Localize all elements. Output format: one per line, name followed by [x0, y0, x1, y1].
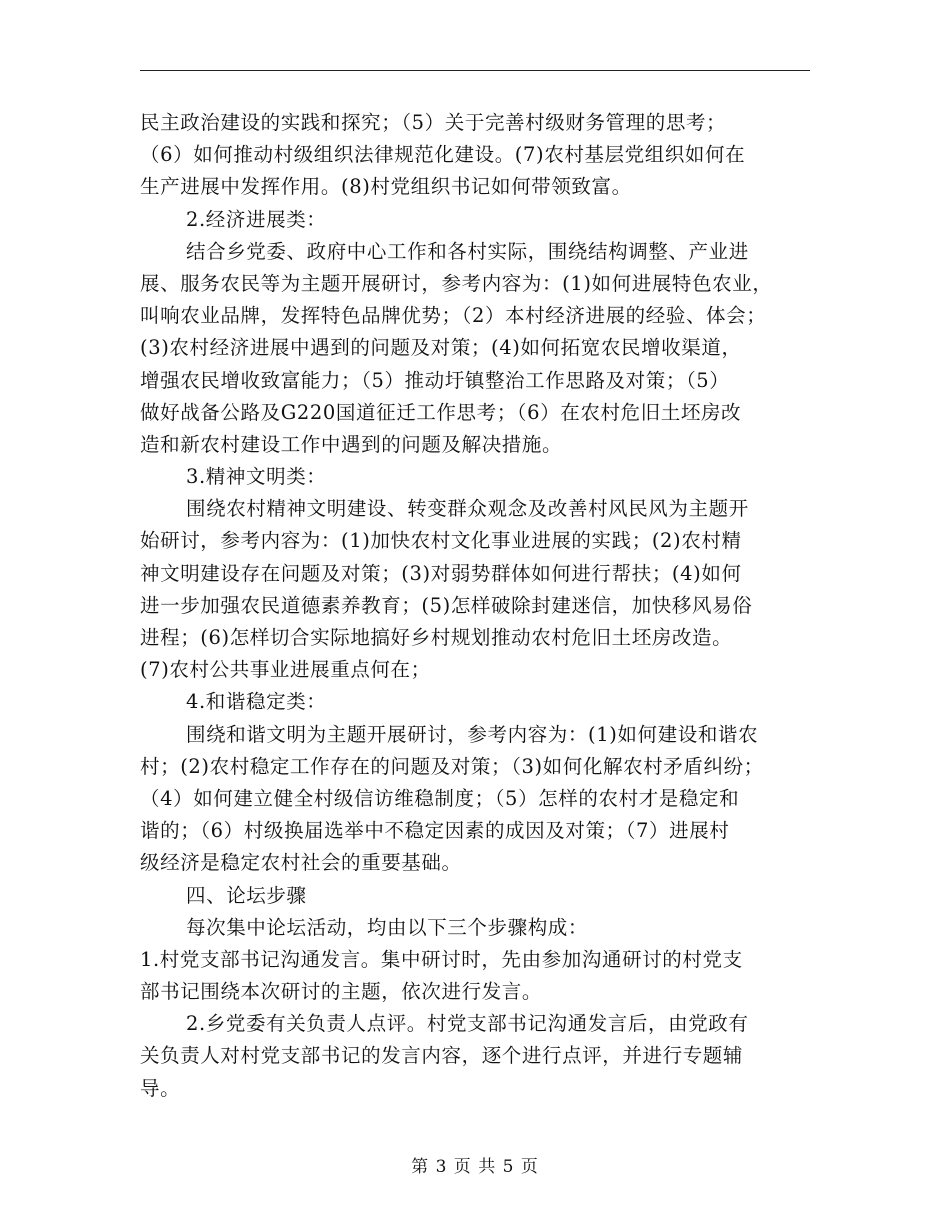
- page-footer: 第 3 页 共 5 页: [411, 1157, 539, 1177]
- text-line: 部书记围绕本次研讨的主题，依次进行发言。: [140, 980, 543, 1004]
- text-line: 每次集中论坛活动，均由以下三个步骤构成：: [186, 915, 589, 939]
- text-line: 始研讨，参考内容为：(1)加快农村文化事业进展的实践；(2)农村精: [140, 529, 742, 553]
- text-line: 展、服务农民等为主题开展研讨，参考内容为：(1)如何进展特色农业，: [140, 271, 773, 295]
- text-line: 进程；(6)怎样切合实际地搞好乡村规划推动农村危旧土坯房改造。: [140, 626, 733, 649]
- text-line: 村；(2)农村稳定工作存在的问题及对策；（3)如何化解农村矛盾纠纷；: [140, 754, 764, 778]
- text-line: 进一步加强农民道德素养教育；(5)怎样破除封建迷信，加快移风易俗: [140, 593, 753, 617]
- header-rule: [140, 70, 810, 71]
- text-line: 围绕和谐文明为主题开展研讨，参考内容为：(1)如何建设和谐农: [186, 722, 759, 746]
- text-line: 造和新农村建设工作中遇到的问题及解决措施。: [140, 432, 563, 456]
- text-line: 谐的；（6）村级换届选举中不稳定因素的成因及对策；（7）进展村: [140, 819, 730, 843]
- text-line: (7)农村公共事业进展重点何在；: [140, 658, 431, 682]
- text-line: 叫响农业品牌，发挥特色品牌优势；（2）本村经济进展的经验、体会；: [140, 304, 767, 328]
- text-line: 4.和谐稳定类：: [186, 690, 327, 714]
- text-line: 围绕农村精神文明建设、转变群众观念及改善村风民风为主题开: [186, 497, 749, 521]
- text-line: 2.乡党委有关负责人点评。村党支部书记沟通发言后，由党政有: [186, 1012, 749, 1036]
- text-line: 神文明建设存在问题及对策；(3)对弱势群体如何进行帮扶；(4)如何: [140, 561, 742, 585]
- document-body: [140, 107, 812, 1105]
- text-line: 增强农民增收致富能力；（5）推动圩镇整治工作思路及对策；（5）: [140, 368, 730, 392]
- text-line: 做好战备公路及G220国道征迁工作思考；（6）在农村危旧土坯房改: [140, 400, 742, 424]
- text-line: 2.经济进展类：: [186, 207, 327, 231]
- text-line: 级经济是稳定农村社会的重要基础。: [140, 851, 462, 875]
- text-line: （6）如何推动村级组织法律规范化建设。(7)农村基层党组织如何在: [140, 143, 746, 167]
- text-line: 关负责人对村党支部书记的发言内容，逐个进行点评，并进行专题辅: [140, 1044, 744, 1068]
- text-line: 1.村党支部书记沟通发言。集中研讨时，先由参加沟通研讨的村党支: [140, 947, 743, 971]
- text-line: 生产进展中发挥作用。(8)村党组织书记如何带领致富。: [140, 175, 632, 199]
- text-line: (3)农村经济进展中遇到的问题及对策；(4)如何拓宽农民增收渠道，: [140, 336, 742, 360]
- text-line: （4）如何建立健全村级信访维稳制度；（5）怎样的农村才是稳定和: [140, 786, 740, 810]
- text-line: 导。: [140, 1076, 181, 1100]
- text-line: 3.精神文明类：: [186, 465, 327, 489]
- text-line: 四、论坛步骤: [186, 883, 307, 907]
- text-line: 结合乡党委、政府中心工作和各村实际，围绕结构调整、产业进: [186, 239, 749, 263]
- text-line: 民主政治建设的实践和探究；（5）关于完善村级财务管理的思考；: [140, 111, 727, 134]
